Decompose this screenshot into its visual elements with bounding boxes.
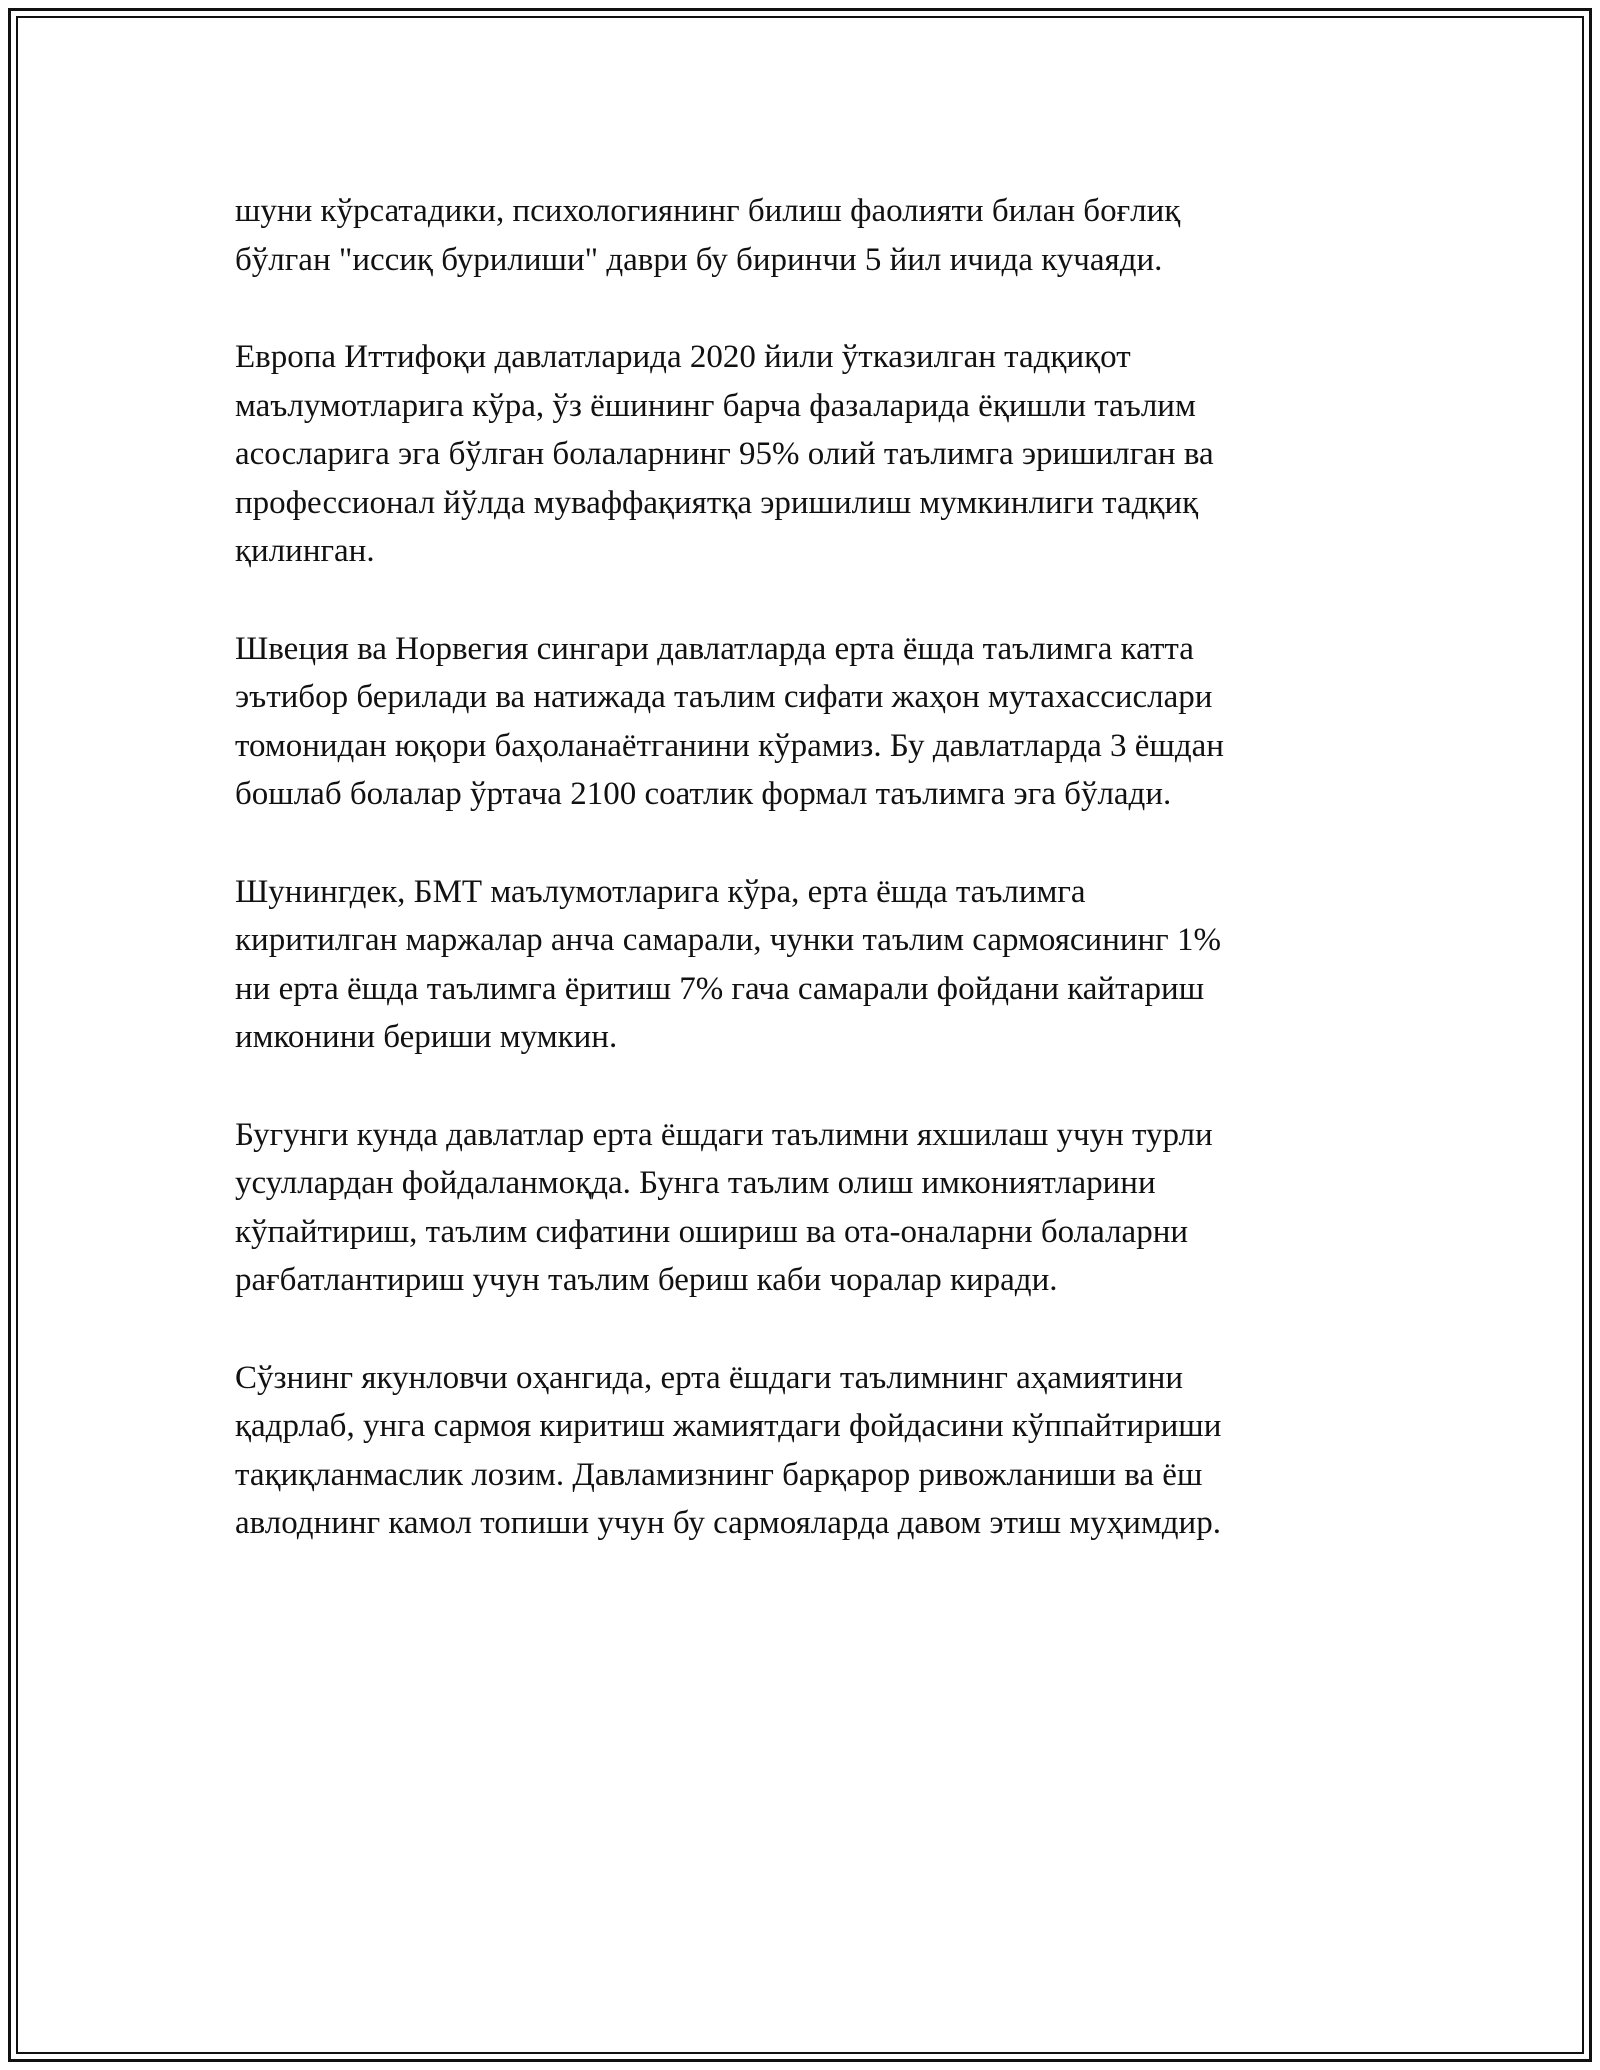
paragraph-4 <box>235 868 1365 1062</box>
text-line: шуни кўрсатадики, психологиянинг билиш фаолияти билан боғлиқ <box>235 193 1181 229</box>
text-line: профессионал йўлда муваффақиятқа эришилиш мумкинлиги тадқиқ <box>235 484 1199 521</box>
text-line: Европа Иттифоқи давлатларида 2020 йили ўтказилган тадқиқот <box>235 339 1131 375</box>
text-line: қадрлаб, унга сармоя киритиш жамиятдаги фойдасини кўппайтириши <box>235 1408 1222 1444</box>
paragraph-1 <box>235 187 1365 284</box>
text-line: имконини бериши мумкин. <box>235 1019 618 1055</box>
text-line: эътибор берилади ва натижада таълим сифати жаҳон мутахассислари <box>235 679 1213 715</box>
text-line: Швеция ва Норвегия сингари давлатларда ерта ёшда таълимга катта <box>235 630 1194 667</box>
text-line: рағбатлантириш учун таълим бериш каби чоралар киради. <box>235 1262 1058 1298</box>
paragraph-3 <box>235 625 1365 819</box>
text-line: қилинган. <box>235 533 375 569</box>
text-line: асосларига эга бўлган болаларнинг 95% олий таълимга эришилган ва <box>235 436 1214 472</box>
text-line: бўлган "иссиқ бурилиши" даври бу биринчи 5 йил ичида кучаяди. <box>235 241 1163 278</box>
text-line: Шунингдек, БМТ маълумотларига кўра, ерта ёшда таълимга <box>235 873 1086 910</box>
text-line: ни ерта ёшда таълимга ёритиш 7% гача самарали фойдани кайтариш <box>235 970 1205 1007</box>
text-line: авлоднинг камол топиши учун бу сармояларда давом этиш муҳимдир. <box>235 1505 1221 1541</box>
text-line: Бугунги кунда давлатлар ерта ёшдаги таълимни яхшилаш учун турли <box>235 1116 1213 1153</box>
paragraph-5 <box>235 1111 1365 1305</box>
paragraph-6 <box>235 1354 1365 1548</box>
text-line: Сўзнинг якунловчи оҳангида, ерта ёшдаги таълимнинг аҳамиятини <box>235 1359 1184 1396</box>
text-line: кўпайтириш, таълим сифатини ошириш ва ота-оналарни болаларни <box>235 1213 1189 1250</box>
text-line: киритилган маржалар анча самарали, чунки таълим сармоясининг 1% <box>235 922 1221 958</box>
text-line: маълумотларига кўра, ўз ёшининг барча фазаларида ёқишли таълим <box>235 387 1196 424</box>
document-body <box>235 187 1365 1597</box>
text-line: бошлаб болалар ўртача 2100 соатлик формал таълимга эга бўлади. <box>235 776 1172 812</box>
text-line: усуллардан фойдаланмоқда. Бунга таълим олиш имкониятларини <box>235 1165 1156 1201</box>
text-line: тақиқланмаслик лозим. Давламизнинг барқарор ривожланиши ва ёш <box>235 1456 1203 1493</box>
paragraph-2 <box>235 333 1365 576</box>
text-line: томонидан юқори баҳоланаётганини кўрамиз. Бу давлатларда 3 ёшдан <box>235 727 1224 764</box>
